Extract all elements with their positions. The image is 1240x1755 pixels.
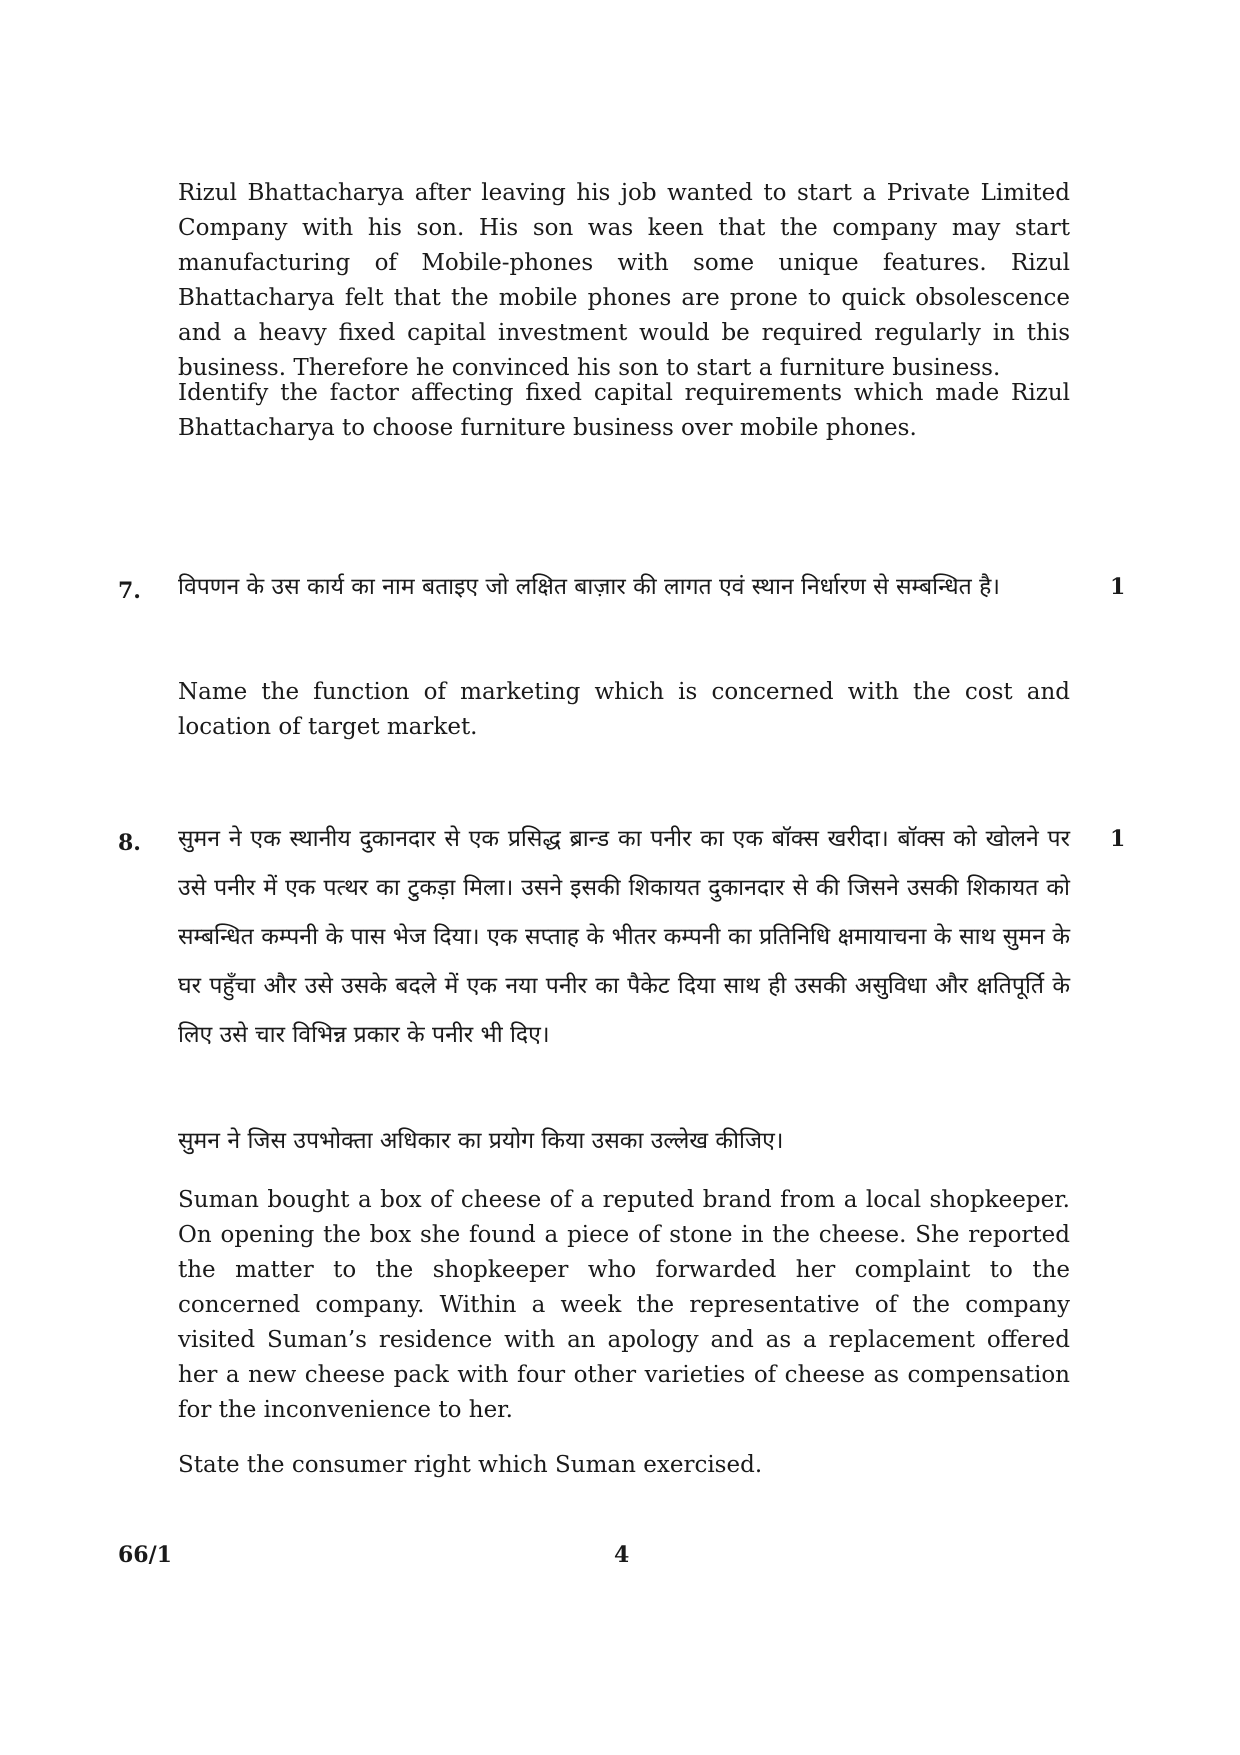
q6-question: Identify the factor affecting fixed capital requirements which made Rizul Bhattacharya to choose furniture business over mobile phones. bbox=[178, 380, 1070, 441]
paper-code: 66/1 bbox=[118, 1542, 172, 1568]
q7-number: 7. bbox=[118, 578, 141, 604]
q8-hindi-question: सुमन ने जिस उपभोक्ता अधिकार का प्रयोग किया उसका उल्लेख कीजिए। bbox=[178, 1128, 784, 1154]
q7-english-text: Name the function of marketing which is concerned with the cost and location of target market. bbox=[178, 679, 1070, 740]
q8-english-passage-block bbox=[178, 1183, 1070, 1428]
q6-passage-block bbox=[178, 176, 1070, 386]
q8-hindi-passage-block bbox=[178, 815, 1070, 1060]
q7-marks: 1 bbox=[1110, 574, 1126, 600]
q8-english-question: State the consumer right which Suman exercised. bbox=[178, 1452, 763, 1478]
q7-hindi-text: विपणन के उस कार्य का नाम बताइए जो लक्षित बाज़ार की लागत एवं स्थान निर्धारण से सम्बन्धित है। bbox=[178, 574, 1000, 600]
q6-question-block bbox=[178, 376, 1070, 446]
q8-hindi-passage: सुमन ने एक स्थानीय दुकानदार से एक प्रसिद्ध ब्रान्ड का पनीर का एक बॉक्स खरीदा। बॉक्स को खोलने पर उसे पनीर में एक पत्थर का टुकड़ा मिला। उसने इसकी शिकायत दुकानदार से की जिसने उसकी शिकायत को सम्बन्धित कम्पनी के पास भेज दिया। एक सप्ताह के भीतर कम्पनी का प्रतिनिधि क्षमायाचना के साथ सुमन के घर पहुँचा और उसे उसके बदले में एक नया पनीर का पैकेट दिया साथ ही उसकी असुविधा और क्षतिपूर्ति के लिए उसे चार विभिन्न प्रकार के पनीर भी दिए। bbox=[178, 826, 1070, 1048]
q7-english-block bbox=[178, 675, 1070, 745]
q8-number: 8. bbox=[118, 830, 141, 856]
q8-english-passage: Suman bought a box of cheese of a reputed brand from a local shopkeeper. On opening the box she found a piece of stone in the cheese. She reported the matter to the shopkeeper who forwarded her complaint to the concerned company. Within a week the representative of the company visited Suman’s residence with an apology and as a replacement offered her a new cheese pack with four other varieties of cheese as compensation for the inconvenience to her. bbox=[178, 1187, 1070, 1423]
q8-english-question-block bbox=[178, 1448, 1070, 1483]
q8-hindi-question-block bbox=[178, 1117, 1070, 1166]
q7-hindi-block bbox=[178, 563, 1070, 612]
q6-passage: Rizul Bhattacharya after leaving his job wanted to start a Private Limited Company with his son. His son was keen that the company may start manufacturing of Mobile-phones with some unique features. Rizul Bhattacharya felt that the mobile phones are prone to quick obsolescence and a heavy fixed capital investment would be required regularly in this business. Therefore he convinced his son to start a furniture business. bbox=[178, 180, 1070, 381]
page-number: 4 bbox=[614, 1542, 630, 1568]
q8-marks: 1 bbox=[1110, 826, 1126, 852]
